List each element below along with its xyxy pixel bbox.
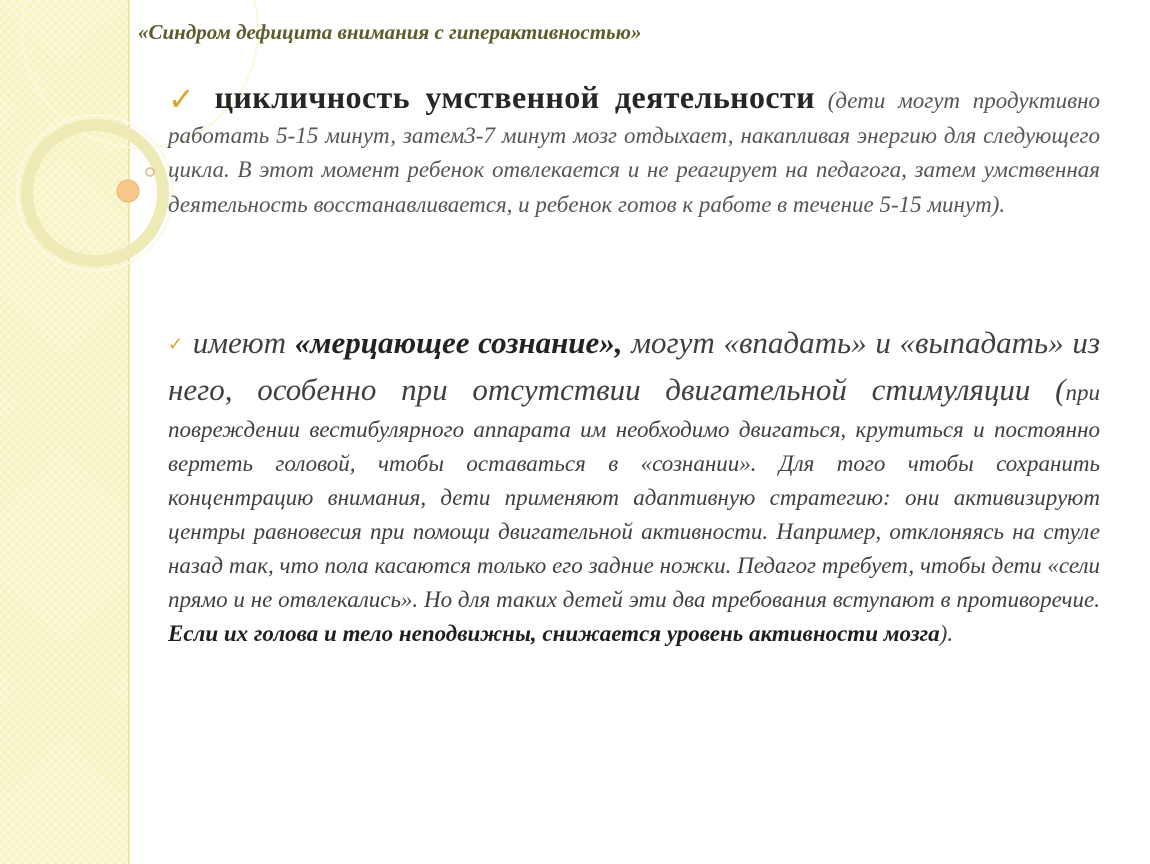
point-flickering-consciousness bbox=[168, 320, 1100, 651]
point-cyclicity bbox=[168, 80, 1100, 222]
term-flickering-consciousness: «мерцающее сознание», bbox=[294, 325, 623, 360]
lead-text-b: могут «впадать» и «выпадать» из него, особенно при отсутствии двигательной стимуляции ( bbox=[168, 325, 1100, 407]
closing-text: ). bbox=[939, 621, 954, 646]
small-ring-icon bbox=[146, 168, 154, 176]
lead-text-a: имеют bbox=[192, 325, 295, 360]
term-cyclicity: цикличность умственной деятельности bbox=[214, 79, 815, 115]
checkmark-icon: ✓ bbox=[168, 334, 185, 354]
checkmark-icon: ✓ bbox=[168, 81, 202, 117]
orb-bullet-icon bbox=[117, 180, 139, 202]
flickering-detail: при повреждении вестибулярного аппарата им необходимо двигаться, крутиться и постоянно вертеть головой, чтобы оставаться в «сознании». Для того чтобы сохранить концентрацию внимания, дети применяют адаптивную стратегию: они активизируют центры равновесия при помощи двигательной активности. Например, отклоняясь на стуле назад так, что пола касаются только его задние ножки. Педагог требует, чтобы дети «сели прямо и не отвлекались». Но для таких детей эти два требования вступают в противоречие. bbox=[168, 380, 1100, 612]
cyclicity-detail: (дети могут продуктивно работать 5-15 минут, затем3-7 минут мозг отдыхает, накапливая энергию для следующего цикла. В этот момент ребенок отвлекается и не реагирует на педагога, затем умственная деятельность восстанавливается, и ребенок готов к работе в течение 5-15 минут). bbox=[168, 88, 1100, 217]
conclusion-text: Если их голова и тело неподвижны, снижается уровень активности мозга bbox=[168, 621, 940, 646]
slide-title: «Синдром дефицита внимания с гиперактивностью» bbox=[138, 20, 642, 44]
decorative-circle-icon bbox=[27, 125, 163, 261]
